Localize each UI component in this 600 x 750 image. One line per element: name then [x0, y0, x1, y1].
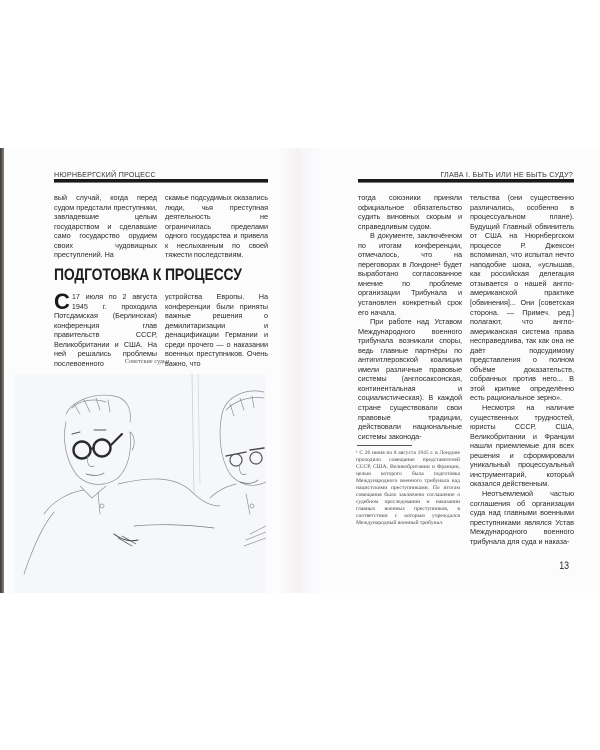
left-col2-top [165, 193, 268, 260]
paragraph: В документе, заключённом по итогам конференции, отмечалось, что на переговорах в Лондоне¹ будет выработано согласованное мнение по проблеме организации Трибунала и установлен конкретный срок его начала. [358, 231, 462, 317]
paragraph: 17 июля по 2 августа 1945 г. проходила Потсдамская (Берлинская) конференция глав правительств СССР, Великобритании и США. На ней решались проблемы послевоенного [54, 292, 157, 368]
paragraph: Несмотря на наличие существенных трудностей, юристы СССР, США, Великобритании и Франции нашли приемлемые для всех решения и сформировали уникальный процессуальный инструментарий, который оказался действенным. [470, 403, 574, 489]
right-col2 [470, 193, 574, 546]
header-rule-right [358, 179, 574, 183]
paragraph: скамье подсудимых оказались люди, чья преступная деятельность не ограничилась пределами одного государства и привела к неслыханным по своей тяжести последствиям. [165, 193, 268, 260]
left-col1-top [54, 193, 157, 260]
illustration-caption: Советские судьи [124, 358, 170, 365]
paragraph: тельства (они существенно различались, особенно в процессуальном плане). Будущий Главный обвинитель от США на Нюрнбергском процессе Р. Джексон вспоминал, что испытал нечто наподобие шока, «услышав, как российская делегация отзывается о нашей англо-американской практике [обвинения]... Они [советская сторона. — Примеч. ред.] полагают, что англо-американская система права несправедлива, так как она не даёт подсудимому представления о полном объёме доказательств, собранных против него... В этой критике определённо есть рациональное зерно». [470, 193, 574, 403]
paragraph: Неотъемлемой частью соглашения об организации суда над главными военными преступниками являлся Устав Международного военного трибунала для суда и наказа- [470, 488, 574, 546]
left-col2-section [165, 292, 268, 368]
paragraph: вый случай, когда перед судом предстали преступники, завладевшие целым государством и сделавшие само государство орудием своих чудовищных преступлений. На [54, 193, 157, 260]
paragraph: тогда союзники приняли официальное обязательство судить виновных скорым и справедливым судом. [358, 193, 462, 231]
section-title: ПОДГОТОВКА К ПРОЦЕССУ [54, 265, 242, 284]
paragraph: При работе над Уставом Международного военного трибунала возникали споры, ведь главные партнёры по антигитлеровской коалиции имели различные правовые системы (англосаксонская, континентальная и социалистическая). В каждой стране существовали свои правовые традиции, действовали национальные системы законода- [358, 317, 462, 441]
header-rule-left [54, 179, 268, 183]
footnote: ¹ С 26 июня по 8 августа 1945 г. в Лондоне проходило совещание представителей СССР, США, Великобритании и Франции, целью которого была подготовка Международного военного трибунала над нацистскими преступниками. По итогам совещания было заключено соглашение о судебном преследовании и наказании главных военных преступников, в соответствии с которым учреждался Международный военный трибунал. [356, 450, 460, 527]
paragraph: устройства Европы. На конференции были приняты важные решения о демилитаризации и денацификации Германии и среди прочего — о наказании военных преступников. Очень важно, что [165, 292, 268, 368]
left-col1-section [54, 289, 157, 368]
running-head-left: НЮРНБЕРГСКИЙ ПРОЦЕСС [54, 170, 156, 179]
drop-cap: С [54, 289, 70, 314]
page-number: 13 [559, 560, 570, 572]
right-col1 [358, 193, 462, 441]
book-spread [0, 148, 600, 593]
footnote-rule [357, 445, 412, 446]
left-page [4, 148, 290, 593]
running-head-right: ГЛАВА I. БЫТЬ ИЛИ НЕ БЫТЬ СУДУ? [440, 170, 573, 179]
pencil-sketch-icon [14, 374, 266, 593]
judges-sketch-illustration [14, 374, 266, 593]
right-page [310, 148, 600, 593]
